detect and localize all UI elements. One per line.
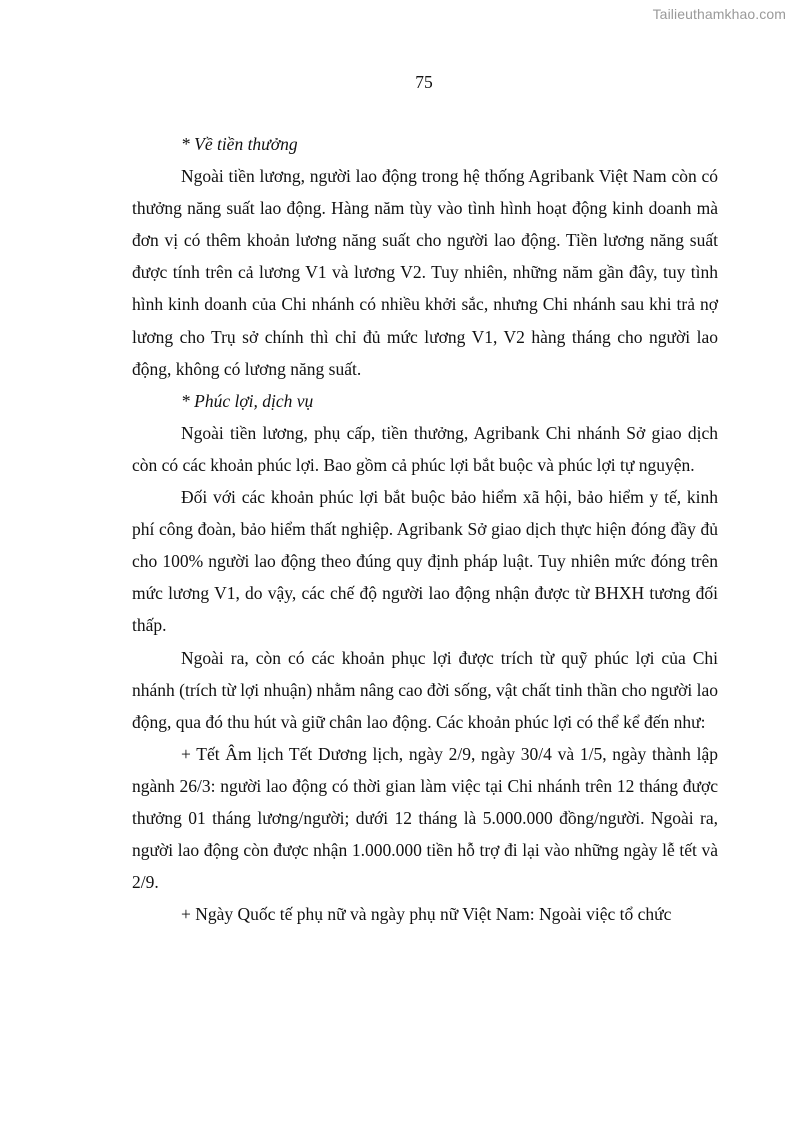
paragraph-mandatory-welfare: Đối với các khoản phúc lợi bắt buộc bảo hiểm xã hội, bảo hiểm y tế, kinh phí công đoàn, bảo hiểm thất nghiệp. Agribank Sở giao dịch thực hiện đóng đầy đủ cho 100% người lao động theo đúng quy định pháp luật. Tuy nhiên mức đóng trên mức lương V1, do vậy, các chế độ người lao động nhận được từ BHXH tương đối thấp. bbox=[132, 487, 718, 636]
watermark-text: Tailieuthamkhao.com bbox=[652, 6, 786, 22]
paragraph-welfare-intro: Ngoài tiền lương, phụ cấp, tiền thưởng, Agribank Chi nhánh Sở giao dịch còn có các khoản phúc lợi. Bao gồm cả phúc lợi bắt buộc và phúc lợi tự nguyện. bbox=[132, 422, 718, 475]
paragraph-holiday-bonus: + Tết Âm lịch Tết Dương lịch, ngày 2/9, ngày 30/4 và 1/5, ngày thành lập ngành 26/3: người lao động có thời gian làm việc tại Chi nhánh trên 12 tháng được thưởng 01 tháng lương/người; dưới 12 tháng là 5.000.000 đồng/người. Ngoài ra, người lao động còn được nhận 1.000.000 tiền hỗ trợ đi lại vào những ngày lễ tết và 2/9. bbox=[132, 743, 718, 893]
paragraph-welfare-fund: Ngoài ra, còn có các khoản phục lợi được trích từ quỹ phúc lợi của Chi nhánh (trích từ lợi nhuận) nhằm nâng cao đời sống, vật chất tinh thần cho người lao động, qua đó thu hút và giữ chân lao động. Các khoản phúc lợi có thể kể đến như: bbox=[132, 647, 718, 732]
document-body bbox=[132, 128, 718, 930]
paragraph-bonus: Ngoài tiền lương, người lao động trong hệ thống Agribank Việt Nam còn có thưởng năng suất lao động. Hàng năm tùy vào tình hình hoạt động kinh doanh mà đơn vị có thêm khoản lương năng suất cho người lao động. Tiền lương năng suất được tính trên cả lương V1 và lương V2. Tuy nhiên, những năm gần đây, tuy tình hình kinh doanh của Chi nhánh có nhiều khởi sắc, nhưng Chi nhánh sau khi trả nợ lương cho Trụ sở chính thì chỉ đủ mức lương V1, V2 hàng tháng cho người lao động, không có lương năng suất. bbox=[132, 166, 718, 379]
section-heading-welfare: * Phúc lợi, dịch vụ bbox=[181, 390, 314, 411]
paragraph-womens-day: + Ngày Quốc tế phụ nữ và ngày phụ nữ Việt Nam: Ngoài việc tổ chức bbox=[181, 904, 672, 925]
page-number: 75 bbox=[415, 72, 433, 92]
section-heading-bonus: * Về tiền thưởng bbox=[181, 134, 298, 154]
